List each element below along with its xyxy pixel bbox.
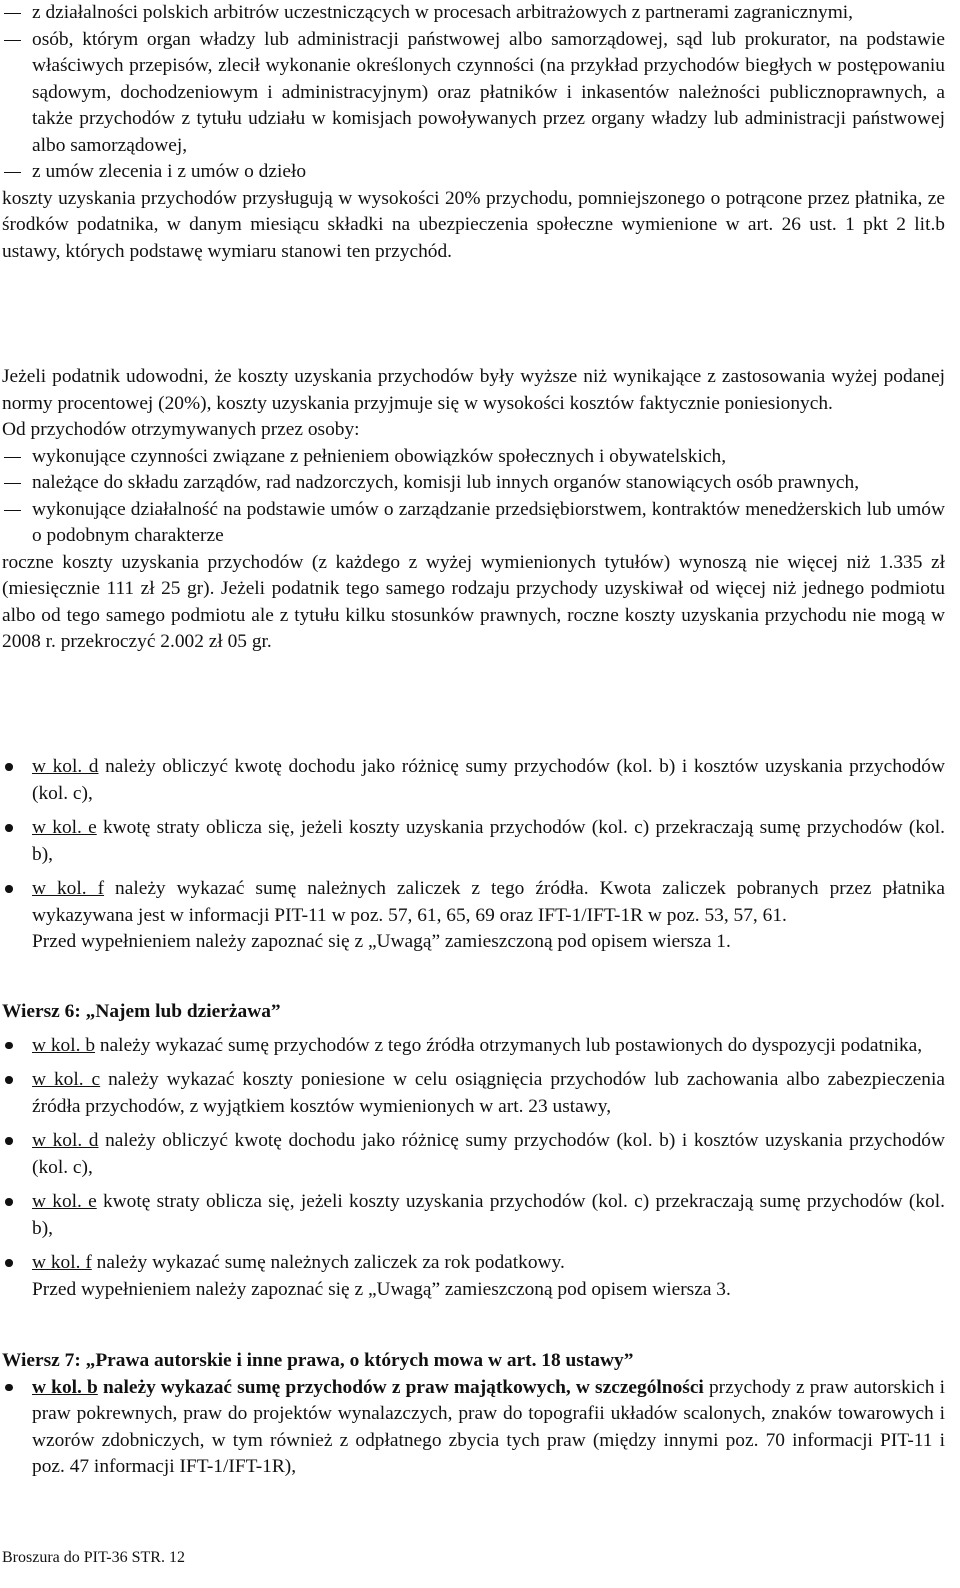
dash-list-1 [2,0,945,186]
item-text: przychody z praw autorskich i praw pokrewnych, praw do projektów wynalazczych, praw do topografii układów scalonych, znaków towarowych i wzorów zdobniczych, w tym również z odpłatnego zbycia tych praw (między innymi poz. 70 informacji PIT-11 i poz. 47 informacji IFT-1/IFT-1R), [32,1376,945,1477]
item-text: należy wykazać sumę przychodów z tego źródła otrzymanych lub postawionych do dyspozycji podatnika, [95,1034,923,1056]
column-ref: w kol. f [32,1252,92,1273]
list-item [2,1128,945,1181]
dash-list-2 [2,444,945,550]
bullet-list-1 [2,754,945,929]
column-ref: w kol. e [32,817,97,838]
paragraph-annual-costs: roczne koszty uzyskania przychodów (z każdego z wyżej wymienionych tytułów) wynoszą nie więcej niż 1.335 zł (miesięcznie 111 zł 25 gr). Jeżeli podatnik tego samego rodzaju przychody uzyskiwał od więcej niż jednego podmiotu albo od tego samego podmiotu ale z tytułu kilku stosunków prawnych, roczne koszty uzyskania przychodu nie mogą w 2008 r. przekroczyć 2.002 zł 05 gr. [2,551,945,652]
heading-row6: Wiersz 6: „Najem lub dzierżawa” [2,1001,281,1022]
paragraph-proof: Jeżeli podatnik udowodni, że koszty uzyskania przychodów były wyższe niż wynikające z zastosowania wyżej podanej normy procentowej (20%), koszty uzyskania przyjmuje się w wysokości kosztów faktycznie poniesionych. [2,366,945,414]
column-ref: w kol. b [32,1034,96,1056]
list-item: wykonujące czynności związane z pełnieniem obowiązków społecznych i obywatelskich, [2,444,945,471]
list-item [2,754,945,807]
list-item [2,815,945,868]
list-item [2,1375,945,1481]
list-item [2,1067,945,1120]
paragraph-intro: Od przychodów otrzymywanych przez osoby: [2,419,360,440]
column-ref: w kol. d [32,756,99,777]
item-text: należy wykazać sumę należnych zaliczek z tego źródła. Kwota zaliczek pobranych przez płatnika wykazywana jest w informacji PIT-11 w poz. 57, 61, 65, 69 oraz IFT-1/IFT-1R w poz. 53, 57, 61. [32,878,945,926]
list-item [2,1189,945,1242]
bullet-list-row6 [2,1033,945,1277]
column-ref: w kol. d [32,1130,99,1151]
list-item: z umów zlecenia i z umów o dzieło [2,159,945,186]
note-row3: Przed wypełnieniem należy zapoznać się z „Uwagą” zamieszczoną pod opisem wiersza 3. [32,1278,731,1300]
block-arbiters [2,0,945,265]
list-item [2,1033,945,1060]
item-text: należy wykazać koszty poniesione w celu osiągnięcia przychodów lub zachowania albo zabezpieczenia źródła przychodów, z wyjątkiem kosztów wymienionych w art. 23 ustawy, [32,1069,945,1117]
list-item [2,876,945,929]
heading-row7: Wiersz 7: „Prawa autorskie i inne prawa, o których mowa w art. 18 ustawy” [2,1350,634,1371]
column-ref: w kol. e [32,1191,97,1212]
page-footer: Broszura do PIT-36 STR. 12 [2,1549,185,1566]
item-text: kwotę straty oblicza się, jeżeli koszty uzyskania przychodów (kol. c) przekraczają sumę przychodów (kol. b), [32,1191,945,1239]
block-costs [2,364,945,656]
list-item [2,1250,945,1277]
list-item: z działalności polskich arbitrów uczestniczących w procesach arbitrażowych z partnerami zagranicznymi, [2,0,945,27]
paragraph-costs-20: koszty uzyskania przychodów przysługują w wysokości 20% przychodu, pomniejszonego o potrącone przez płatnika, ze środków podatnika, w danym miesiącu składki na ubezpieczenia społeczne wymienione w art. 26 ust. 1 pkt 2 lit.b ustawy, których podstawę wymiaru stanowi ten przychód. [2,187,945,262]
item-text: należy obliczyć kwotę dochodu jako różnicę sumy przychodów (kol. b) i kosztów uzyskania przychodów (kol. c), [32,756,945,804]
list-item: należące do składu zarządów, rad nadzorczych, komisji lub innych organów stanowiących osób prawnych, [2,470,945,497]
item-text: należy obliczyć kwotę dochodu jako różnicę sumy przychodów (kol. b) i kosztów uzyskania przychodów (kol. c), [32,1130,945,1178]
note-row1: Przed wypełnieniem należy zapoznać się z „Uwagą” zamieszczoną pod opisem wiersza 1. [32,931,731,952]
column-ref: w kol. c [32,1069,101,1090]
bullet-list-row7 [2,1375,945,1481]
item-text: kwotę straty oblicza się, jeżeli koszty uzyskania przychodów (kol. c) przekraczają sumę przychodów (kol. b), [32,817,945,865]
column-ref: w kol. b [32,1376,98,1398]
block-columns-row5 [2,754,945,956]
item-bold-text: należy wykazać sumę przychodów z praw majątkowych, w szczególności [97,1376,704,1398]
section-row6 [2,999,945,1303]
section-row7 [2,1348,945,1481]
item-text: należy wykazać sumę należnych zaliczek za rok podatkowy. [91,1252,565,1273]
list-item: osób, którym organ władzy lub administracji państwowej albo samorządowej, sąd lub prokurator, na podstawie właściwych przepisów, zlecił wykonanie określonych czynności (na przykład przychodów biegłych w postępowaniu sądowym, dochodzeniowym i administracyjnym) oraz płatników i inkasentów należności publicznoprawnych, a także przychodów z tytułu udziału w komisjach powoływanych przez organy władzy lub administracji państwowej albo samorządowej, [2,27,945,160]
column-ref: w kol. f [32,878,105,899]
list-item: wykonujące działalność na podstawie umów o zarządzanie przedsiębiorstwem, kontraktów menedżerskich lub umów o podobnym charakterze [2,497,945,550]
